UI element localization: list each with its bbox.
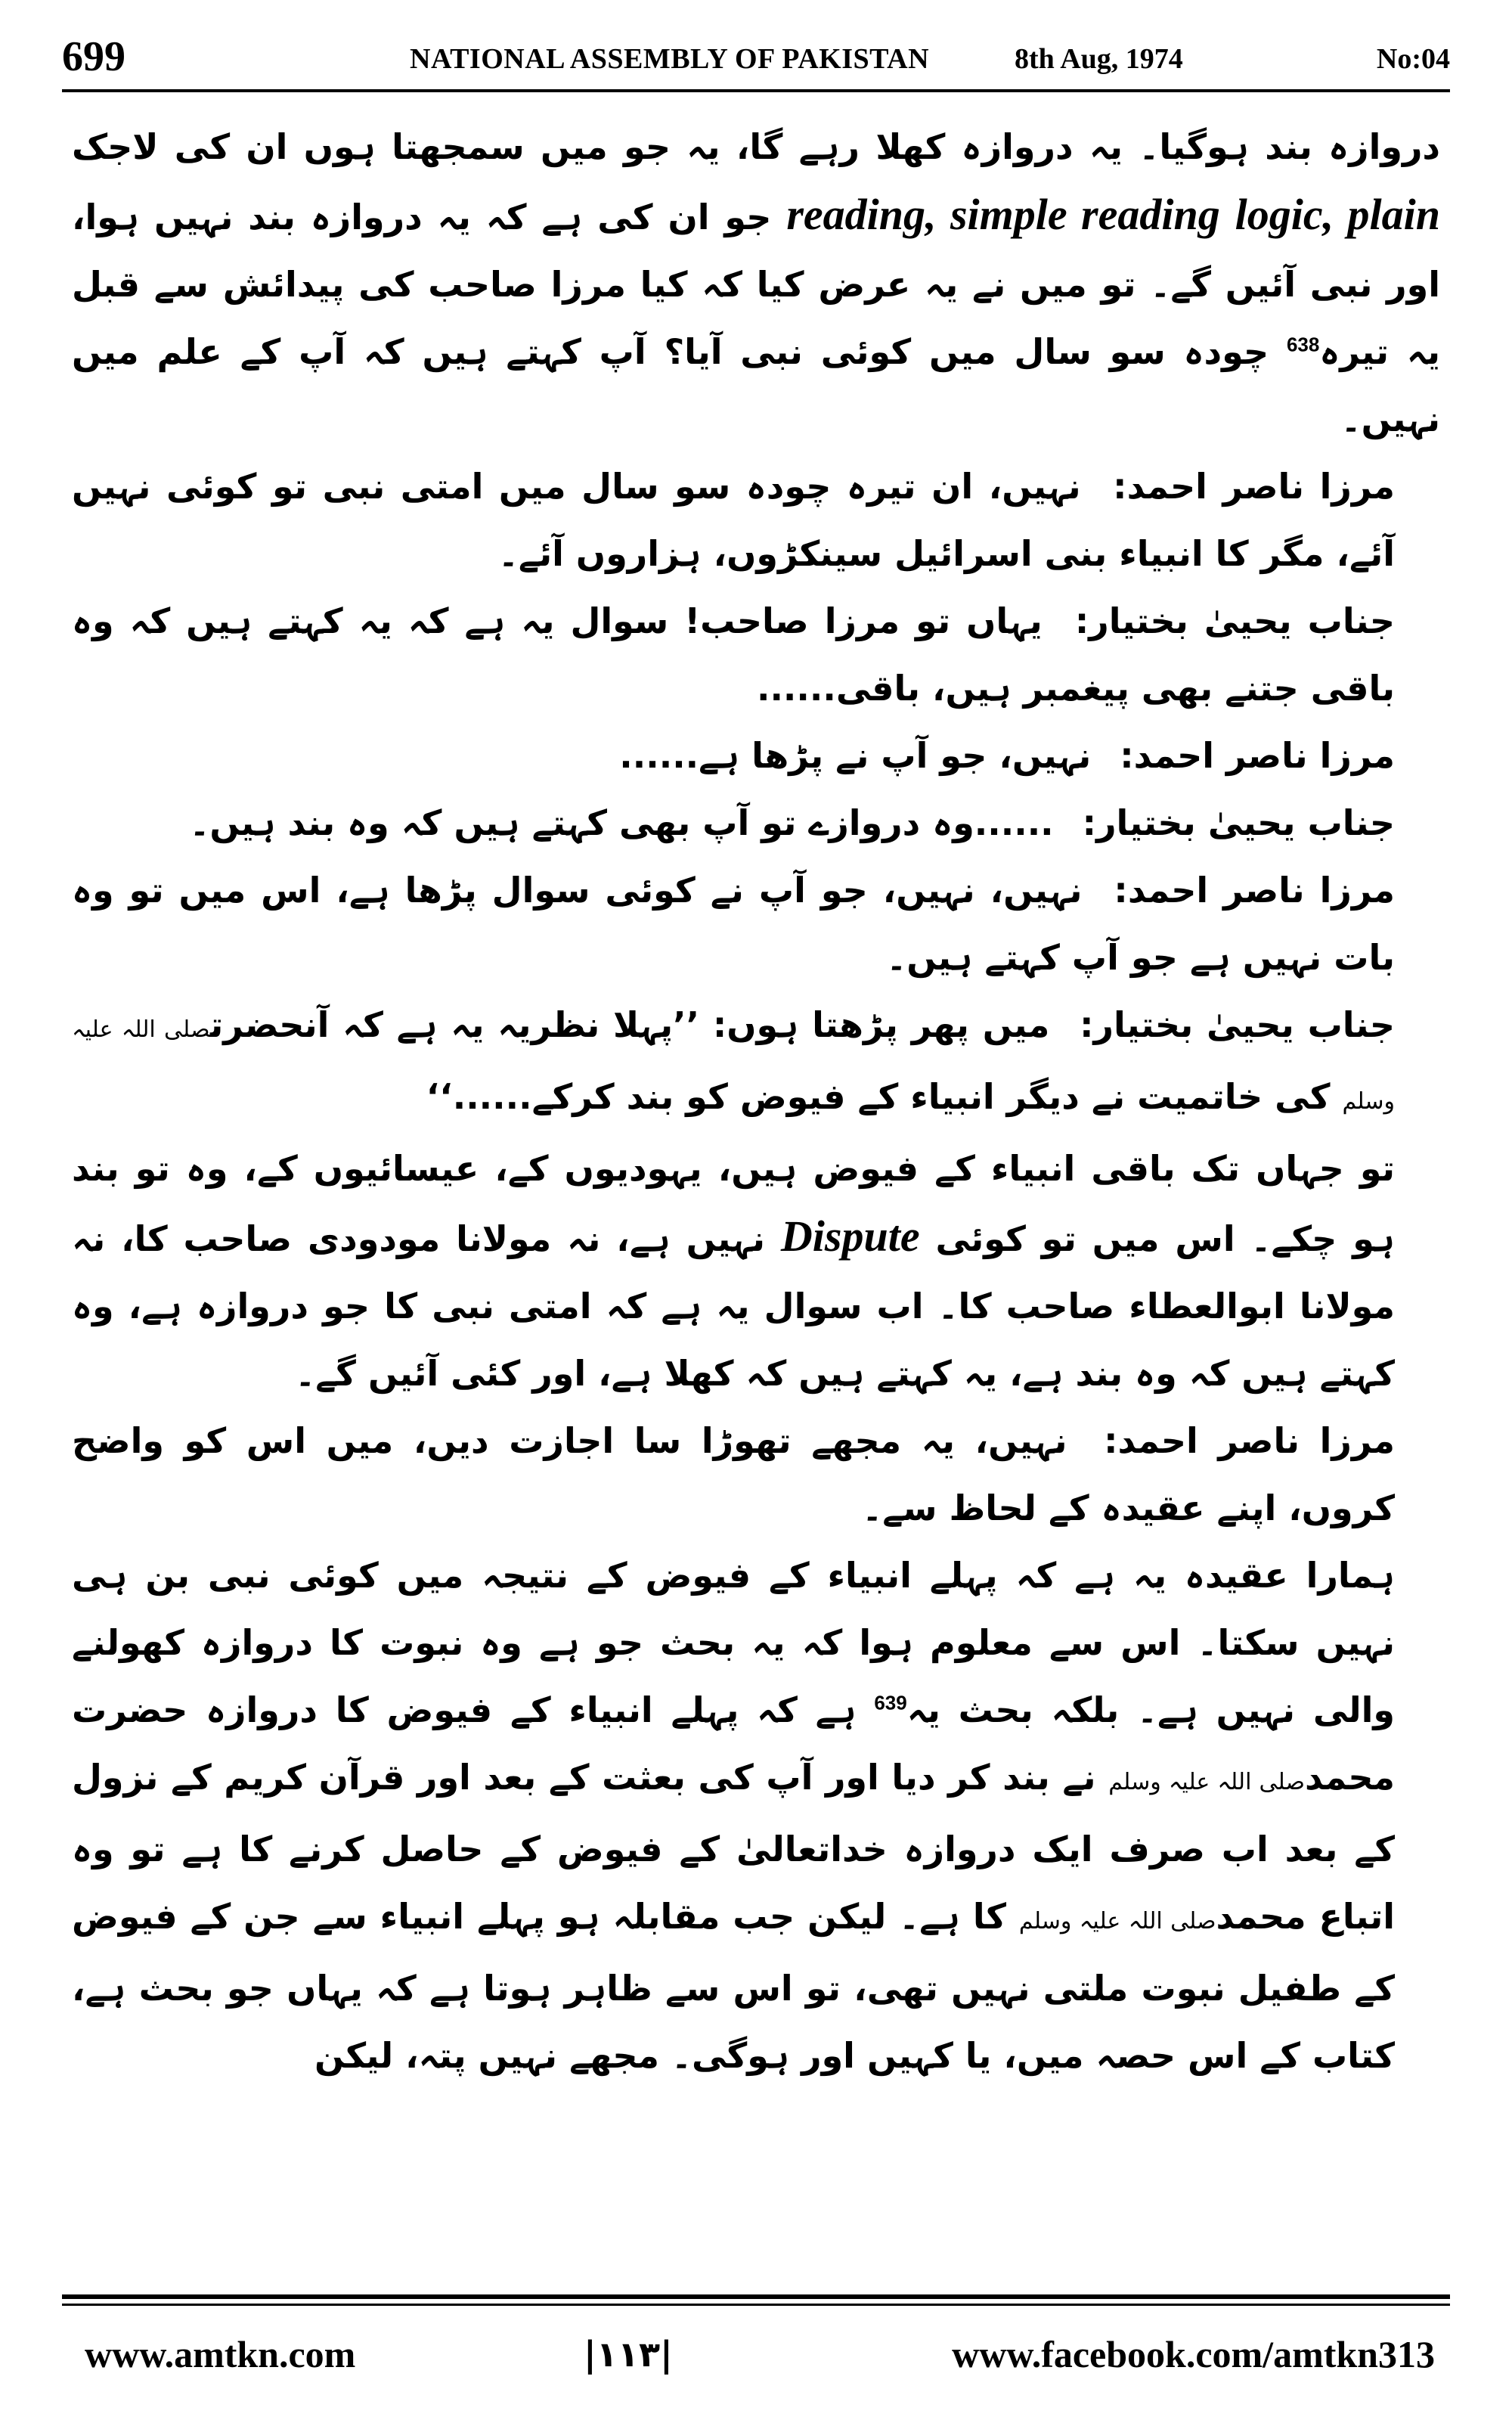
salutation-glyph: صلی اللہ علیہ وسلم xyxy=(1018,1908,1216,1934)
english-term: reading, simple reading xyxy=(786,190,1220,239)
website-link[interactable]: www.amtkn.com xyxy=(85,2333,356,2375)
paragraph-1: دروازہ بند ہوگیا۔ یہ دروازہ کھلا رہے گا، یہ جو میں سمجھتا ہوں ان کی لاجک logic, plain reading, simple reading جو ان کی ہے کہ یہ دروازہ بند نہیں ہوا، اور نبی آئیں گے۔ تو میں نے یہ عرض کیا کہ کیا مرزا صاحب کی پیدائش سے قبل یہ تیرہ$^{638}$ چودہ سو سال میں کوئی نبی آیا؟ آپ کہتے ہیں کہ آپ کے علم میں نہیں۔ xyxy=(72,126,1440,439)
transcript-body xyxy=(72,113,1440,2276)
paragraph-8: تو جہاں تک باقی انبیاء کے فیوض ہیں، یہودیوں کے، عیسائیوں کے، وہ تو بند ہو چکے۔ اس میں تو کوئی Dispute نہیں ہے، نہ مولانا مودودی صاحب کا، نہ مولانا ابوالعطاء صاحب کا۔ اب سوال یہ ہے کہ امتی نبی کا جو دروازہ ہے، وہ کہتے ہیں کہ وہ بند ہے، یہ کہتے ہیں کہ کھلا ہے، اور کئی آئیں گے۔ xyxy=(72,1148,1395,1394)
english-term: logic, plain xyxy=(1235,190,1440,239)
speaker-name: مرزا ناصر احمد: xyxy=(1114,870,1395,911)
footer-rule-thin xyxy=(62,2304,1450,2306)
paragraph-2: مرزا ناصر احمد: نہیں، ان تیرہ چودہ سو سال میں امتی نبی تو کوئی نہیں آئے، مگر کا انبیاء بنی اسرائیل سینکڑوں، ہزاروں آئے۔ xyxy=(72,466,1395,574)
paragraph-6: مرزا ناصر احمد: نہیں، نہیں، جو آپ نے کوئی سوال پڑھا ہے، اس میں تو وہ بات نہیں ہے جو آپ کہتے ہیں۔ xyxy=(72,870,1395,978)
paragraph-9: مرزا ناصر احمد: نہیں، یہ مجھے تھوڑا سا اجازت دیں، میں اس کو واضح کروں، اپنے عقیدہ کے لحاظ سے۔ xyxy=(72,1420,1395,1528)
header-rule xyxy=(62,89,1450,92)
salutation-glyph: صلی اللہ علیہ وسلم xyxy=(1108,1769,1305,1795)
footnote-marker: 639 xyxy=(874,1691,907,1714)
footer-page-number: |۱۱۳| xyxy=(584,2334,673,2375)
speaker-name: مرزا ناصر احمد: xyxy=(1113,466,1395,507)
header-date: 8th Aug, 1974 xyxy=(1015,43,1183,75)
paragraph-7: جناب یحییٰ بختیار: میں پھر پڑھتا ہوں: ’’پہلا نظریہ یہ ہے کہ آنحضرتصلی اللہ علیہ وسلم کی خاتمیت نے دیگر انبیاء کے فیوض کو بند کرکے......‘‘ xyxy=(72,1004,1395,1117)
footnote-marker: 638 xyxy=(1286,333,1320,356)
english-term: Dispute xyxy=(780,1212,920,1261)
paragraph-3: جناب یحییٰ بختیار: یہاں تو مرزا صاحب! سوال یہ ہے کہ یہ کہتے ہیں کہ وہ باقی جتنے بھی پیغمبر ہیں، باقی...... xyxy=(72,600,1396,709)
header-title: NATIONAL ASSEMBLY OF PAKISTAN xyxy=(410,43,930,75)
speaker-name: مرزا ناصر احمد: xyxy=(1120,735,1395,776)
paragraph-5: جناب یحییٰ بختیار: ......وہ دروازے تو آپ بھی کہتے ہیں کہ وہ بند ہیں۔ xyxy=(189,802,1395,843)
speaker-name: جناب یحییٰ بختیار: xyxy=(1080,1004,1395,1045)
page-header xyxy=(62,30,1450,91)
facebook-link[interactable]: www.facebook.com/amtkn313 xyxy=(952,2333,1435,2375)
salutation-glyph: صلی اللہ علیہ وسلم xyxy=(72,1016,1395,1115)
page-number: 699 xyxy=(62,33,125,80)
paragraph-10: ہمارا عقیدہ یہ ہے کہ پہلے انبیاء کے فیوض کے نتیجہ میں کوئی نبی بن ہی نہیں سکتا۔ اس سے معلوم ہوا کہ یہ بحث جو ہے وہ نبوت کا دروازہ کھولنے والی نہیں ہے۔ بلکہ بحث یہ$^{639}$ ہے کہ پہلے انبیاء کے فیوض کا دروازہ حضرت محمدصلی اللہ علیہ وسلم نے بند کر دیا اور آپ کی بعثت کے بعد اور قرآن کریم کے نزول کے بعد اب صرف ایک دروازہ خداتعالیٰ کے فیوض کے حاصل کرنے کا ہے تو وہ اتباع محمدصلی اللہ علیہ وسلم کا ہے۔ لیکن جب مقابلہ ہو پہلے انبیاء سے جن کے فیوض کے طفیل نبوت ملتی نہیں تھی، تو اس سے ظاہر ہوتا ہے کہ یہاں جو بحث ہے، کتاب کے اس حصہ میں، یا کہیں اور ہوگی۔ مجھے نہیں پتہ، لیکن xyxy=(72,1555,1396,2076)
speaker-name: جناب یحییٰ بختیار: xyxy=(1082,802,1395,843)
footer-rule-thick xyxy=(62,2294,1450,2299)
speaker-name: مرزا ناصر احمد: xyxy=(1104,1420,1395,1461)
paragraph-4: مرزا ناصر احمد: نہیں، جو آپ نے پڑھا ہے...... xyxy=(619,735,1395,776)
page-footer xyxy=(62,2325,1450,2386)
header-issue-number: No:04 xyxy=(1376,43,1450,75)
speaker-name: جناب یحییٰ بختیار: xyxy=(1074,600,1396,641)
